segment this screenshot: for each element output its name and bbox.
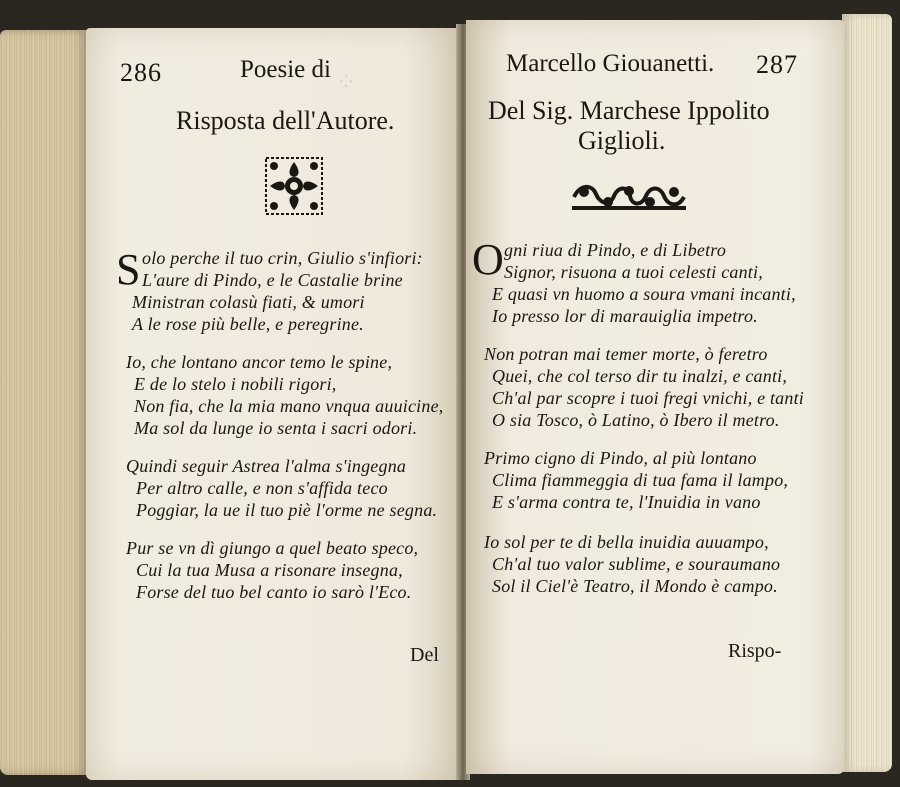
running-head: Marcello Giouanetti.	[506, 50, 715, 77]
verse-line: olo perche il tuo crin, Giulio s'infiori:	[142, 248, 423, 268]
verse-line: Cui la tua Musa a risonare insegna,	[136, 560, 403, 580]
verse-line: Forse del tuo bel canto io sarò l'Eco.	[136, 582, 412, 602]
verse-line: Quei, che col terso dir tu inalzi, e canti,	[492, 366, 788, 386]
catchword: Del	[410, 644, 439, 666]
page-number: 286	[120, 58, 162, 87]
verse-line: O sia Tosco, ò Latino, ò Ibero il metro.	[492, 410, 780, 430]
verse-line: E s'arma contra te, l'Inuidia in vano	[492, 492, 761, 512]
verse-line: Poggiar, la ue il tuo piè l'orme ne segna.	[136, 500, 438, 520]
verse-line: Ch'al par scopre i tuoi fregi vnichi, e tanti	[492, 388, 804, 408]
verse-line: Pur se vn dì giungo a quel beato speco,	[126, 538, 419, 558]
verse-line: Signor, risuona a tuoi celesti canti,	[504, 262, 763, 282]
catchword: Rispo-	[728, 640, 782, 662]
verse-line: L'aure di Pindo, e le Castalie brine	[142, 270, 403, 290]
show-through-text: ⁘	[336, 70, 357, 96]
verse-line: Non fia, che la mia mano vnqua auuicine,	[134, 396, 444, 416]
poem-title: Risposta dell'Autore.	[176, 106, 395, 135]
verse-line: Ch'al tuo valor sublime, e souraumano	[492, 554, 781, 574]
floral-square-ornament-icon	[264, 156, 324, 216]
verse-line: E quasi vn huomo a soura vmani incanti,	[492, 284, 796, 304]
scroll-vine-ornament-icon	[570, 180, 688, 214]
left-page	[86, 28, 460, 780]
verse-line: Primo cigno di Pindo, al più lontano	[484, 448, 757, 468]
verse-line: Io, che lontano ancor temo le spine,	[126, 352, 393, 372]
drop-cap: S	[116, 245, 141, 294]
verse-line: gni riua di Pindo, e di Libetro	[504, 240, 727, 260]
verse-line: Io presso lor di marauiglia impetro.	[492, 306, 758, 326]
verse-line: Io sol per te di bella inuidia auuampo,	[484, 532, 769, 552]
verse-line: Sol il Ciel'è Teatro, il Mondo è campo.	[492, 576, 778, 596]
poem-title: Del Sig. Marchese Ippolito	[488, 96, 770, 125]
poem-title-line-2: Giglioli.	[578, 126, 666, 155]
verse-line: Non potran mai temer morte, ò feretro	[484, 344, 768, 364]
verse-line: Ma sol da lunge io senta i sacri odori.	[134, 418, 418, 438]
page-number: 287	[756, 50, 798, 79]
running-head: Poesie di	[240, 56, 331, 83]
verse-line: Ministran colasù fiati, & umori	[132, 292, 365, 312]
right-page	[466, 20, 844, 774]
verse-line: Per altro calle, e non s'affida teco	[136, 478, 388, 498]
left-page-block-edge	[0, 30, 88, 775]
drop-cap: O	[472, 235, 504, 284]
verse-line: E de lo stelo i nobili rigori,	[134, 374, 337, 394]
verse-line: A le rose più belle, e peregrine.	[132, 314, 364, 334]
verse-line: Quindi seguir Astrea l'alma s'ingegna	[126, 456, 407, 476]
verse-line: Clima fiammeggia di tua fama il lampo,	[492, 470, 789, 490]
right-page-block-edge	[842, 14, 892, 772]
